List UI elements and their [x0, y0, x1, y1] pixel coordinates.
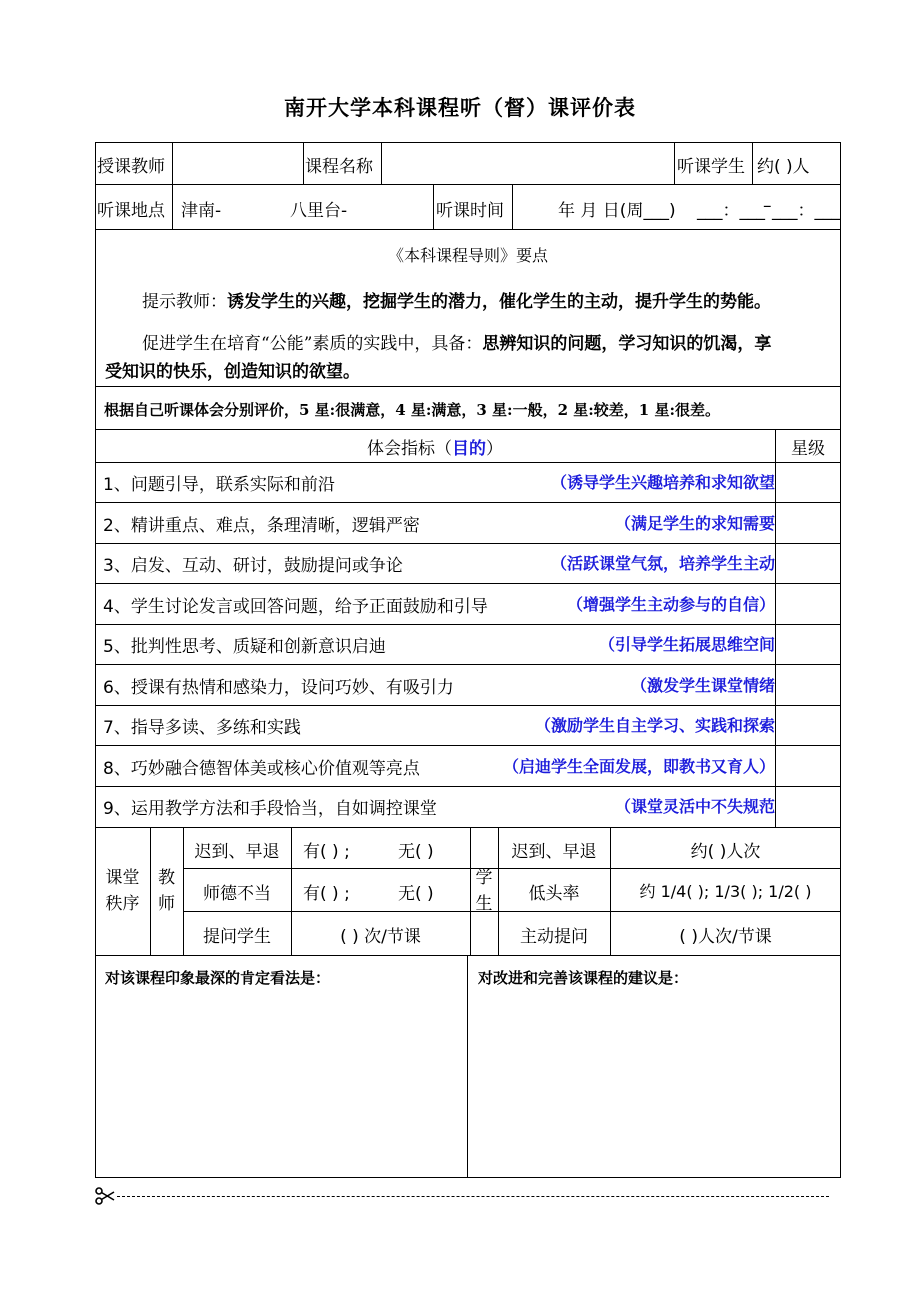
star-rating-cell[interactable]	[777, 748, 839, 784]
order-student-label: 学 生	[475, 868, 493, 914]
teacher-label: 授课教师	[97, 157, 165, 177]
star-rating-cell[interactable]	[777, 545, 839, 581]
time-end[interactable]: ___：___	[772, 201, 840, 221]
rating-note: 根据自己听课体会分别评价，5 星:很满意，4 星:满意，3 星:一般，2 星:较差，1 星:很差。	[104, 401, 720, 419]
star-rating-cell[interactable]	[777, 788, 839, 824]
guide-line-3: 受知识的快乐，创造知识的欲望。	[105, 362, 360, 382]
guide-heading: 《本科课程导则》要点	[387, 246, 548, 265]
indicator-text: 5、批判性思考、质疑和创新意识启迪	[103, 637, 386, 657]
improvement-feedback-label: 对改进和完善该课程的建议是：	[478, 969, 689, 987]
stars-column-header: 星级	[791, 439, 825, 459]
indicator-purpose: （引导学生拓展思维空间	[598, 635, 775, 654]
time-dash: –	[763, 196, 772, 216]
teacher-late-label: 迟到、早退	[194, 842, 280, 862]
teacher-ethics-label: 师德不当	[203, 884, 271, 904]
guide-line-1: 提示教师：诱发学生的兴趣，挖掘学生的潜力，催化学生的主动，提升学生的势能。	[142, 292, 771, 312]
star-rating-cell[interactable]	[777, 626, 839, 662]
student-late-count[interactable]: 约( )人次	[690, 842, 761, 862]
indicator-purpose: （满足学生的求知需要	[614, 514, 775, 533]
positive-feedback-label: 对该课程印象最深的肯定看法是：	[105, 969, 331, 987]
student-late-label: 迟到、早退	[511, 842, 597, 862]
scissors-icon	[95, 1186, 115, 1206]
location-label: 听课地点	[97, 201, 165, 221]
indicator-text: 1、问题引导，联系实际和前沿	[103, 475, 335, 495]
teacher-questions-label: 提问学生	[203, 927, 271, 947]
star-rating-cell[interactable]	[777, 586, 839, 622]
location-balitai[interactable]: 八里台-	[290, 201, 348, 221]
order-section-label: 课堂 秩序	[105, 868, 140, 914]
positive-feedback-area[interactable]	[100, 995, 462, 1173]
star-rating-cell[interactable]	[777, 707, 839, 743]
star-rating-cell[interactable]	[777, 505, 839, 541]
indicator-purpose: （增强学生主动参与的自信）	[566, 595, 775, 614]
indicator-text: 3、启发、互动、研讨，鼓励提问或争论	[103, 556, 403, 576]
indicator-purpose: （诱导学生兴趣培养和求知欲望	[550, 473, 775, 492]
students-count[interactable]: 约( )人	[757, 157, 810, 177]
indicator-header: 体会指标（目的）	[367, 439, 503, 459]
student-questions-label: 主动提问	[520, 927, 588, 947]
course-name-label: 课程名称	[305, 157, 373, 177]
teacher-ethics-no[interactable]: 无( )	[398, 884, 434, 904]
teacher-late-no[interactable]: 无( )	[398, 842, 434, 862]
teacher-ethics-yes[interactable]: 有( ) ;	[303, 884, 350, 904]
indicator-purpose: （课堂灵活中不失规范	[614, 797, 775, 816]
indicator-purpose: （激励学生自主学习、实践和探索	[534, 716, 775, 735]
indicator-text: 7、指导多读、多练和实践	[103, 718, 301, 738]
location-jinnan[interactable]: 津南-	[181, 201, 222, 221]
student-headdown-label: 低头率	[528, 884, 580, 904]
indicator-text: 2、精讲重点、难点，条理清晰，逻辑严密	[103, 516, 420, 536]
cut-line	[95, 1186, 830, 1206]
indicator-purpose: （启迪学生全面发展，即教书又育人）	[502, 757, 775, 776]
star-rating-cell[interactable]	[777, 667, 839, 703]
indicator-text: 6、授课有热情和感染力，设问巧妙、有吸引力	[103, 678, 454, 698]
teacher-late-yes[interactable]: 有( ) ;	[303, 842, 350, 862]
time-start[interactable]: ___：___	[697, 201, 765, 221]
student-headdown-rate[interactable]: 约 1/4( ); 1/3( ); 1/2( )	[639, 882, 812, 901]
order-teacher-label: 教 师	[158, 868, 175, 914]
star-rating-cell[interactable]	[777, 464, 839, 500]
indicator-purpose: （激发学生课堂情绪	[630, 676, 775, 695]
time-date[interactable]: 年 月 日(周___)	[558, 201, 676, 221]
time-label: 听课时间	[436, 201, 504, 221]
student-questions-count[interactable]: ( )人次/节课	[679, 927, 772, 947]
indicator-text: 9、运用教学方法和手段恰当，自如调控课堂	[103, 799, 437, 819]
page-title: 南开大学本科课程听（督）课评价表	[284, 96, 636, 120]
indicator-purpose: （活跃课堂气氛，培养学生主动	[550, 554, 775, 573]
indicator-text: 4、学生讨论发言或回答问题，给予正面鼓励和引导	[103, 597, 488, 617]
teacher-questions-count[interactable]: ( ) 次/节课	[340, 927, 421, 947]
guide-line-2: 促进学生在培育“公能”素质的实践中，具备：思辨知识的问题，学习知识的饥渴，享	[142, 334, 772, 354]
students-label: 听课学生	[677, 157, 745, 177]
improvement-feedback-area[interactable]	[472, 995, 836, 1173]
indicator-text: 8、巧妙融合德智体美或核心价值观等亮点	[103, 759, 420, 779]
